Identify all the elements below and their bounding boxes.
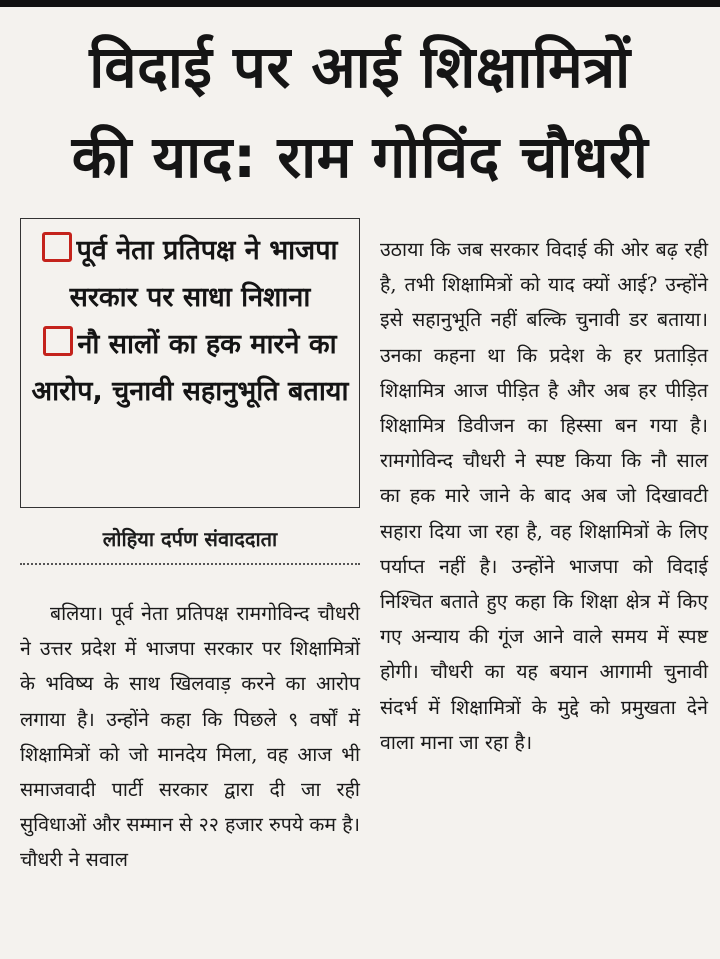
headline-line-1: विदाई पर आई शिक्षामित्रों [89, 33, 631, 101]
dotted-divider [20, 563, 360, 565]
highlight-item-2 [29, 321, 351, 415]
highlights-box [20, 218, 360, 508]
checkbox-bullet-icon [43, 326, 73, 356]
headline [0, 22, 720, 202]
body-column-right: उठाया कि जब सरकार विदाई की ओर बढ़ रही है, तभी शिक्षामित्रों को याद क्यों आई? उन्होंने इसे सहानुभूति नहीं बल्कि चुनावी डर बताया। उनका कहना था कि प्रदेश के हर प्रताड़ित शिक्षामित्र आज पीड़ित है और अब हर पीड़ित शिक्षामित्र डिवीजन का हिस्सा बन गया है। रामगोविन्द चौधरी ने स्पष्ट किया कि नौ साल का हक मारे जाने के बाद अब जो दिखावटी सहारा दिया जा रहा है, वह शिक्षामित्रों के लिए पर्याप्त नहीं है। उन्होंने भाजपा को विदाई निश्चित बताते हुए कहा कि शिक्षा क्षेत्र में किए गए अन्याय की गूंज आने वाले समय में स्पष्ट होगी। चौधरी का यह बयान आगामी चुनावी संदर्भ में शिक्षामित्रों के मुद्दे को प्रमुखता देने वाला माना जा रहा है। [380, 238, 708, 754]
highlight-text-1: पूर्व नेता प्रतिपक्ष ने भाजपा सरकार पर साधा निशाना [69, 235, 338, 313]
top-rule [0, 0, 720, 7]
highlight-item-1 [29, 227, 351, 321]
byline: लोहिया दर्पण संवाददाता [102, 527, 278, 551]
checkbox-bullet-icon [42, 232, 72, 262]
headline-line-2: की याद: राम गोविंद चौधरी [71, 123, 649, 191]
body-column-left: बलिया। पूर्व नेता प्रतिपक्ष रामगोविन्द चौधरी ने उत्तर प्रदेश में भाजपा सरकार पर शिक्षामित्रों के भविष्य के साथ खिलवाड़ करने का आरोप लगाया है। उन्होंने कहा कि पिछले ९ वर्षों में शिक्षामित्रों को जो मानदेय मिला, वह आज भी समाजवादी पार्टी सरकार द्वारा दी जा रही सुविधाओं और सम्मान से २२ हजार रुपये कम है। चौधरी ने सवाल [20, 602, 360, 872]
highlight-text-2: नौ सालों का हक मारने का आरोप, चुनावी सहानुभूति बताया [31, 329, 349, 407]
